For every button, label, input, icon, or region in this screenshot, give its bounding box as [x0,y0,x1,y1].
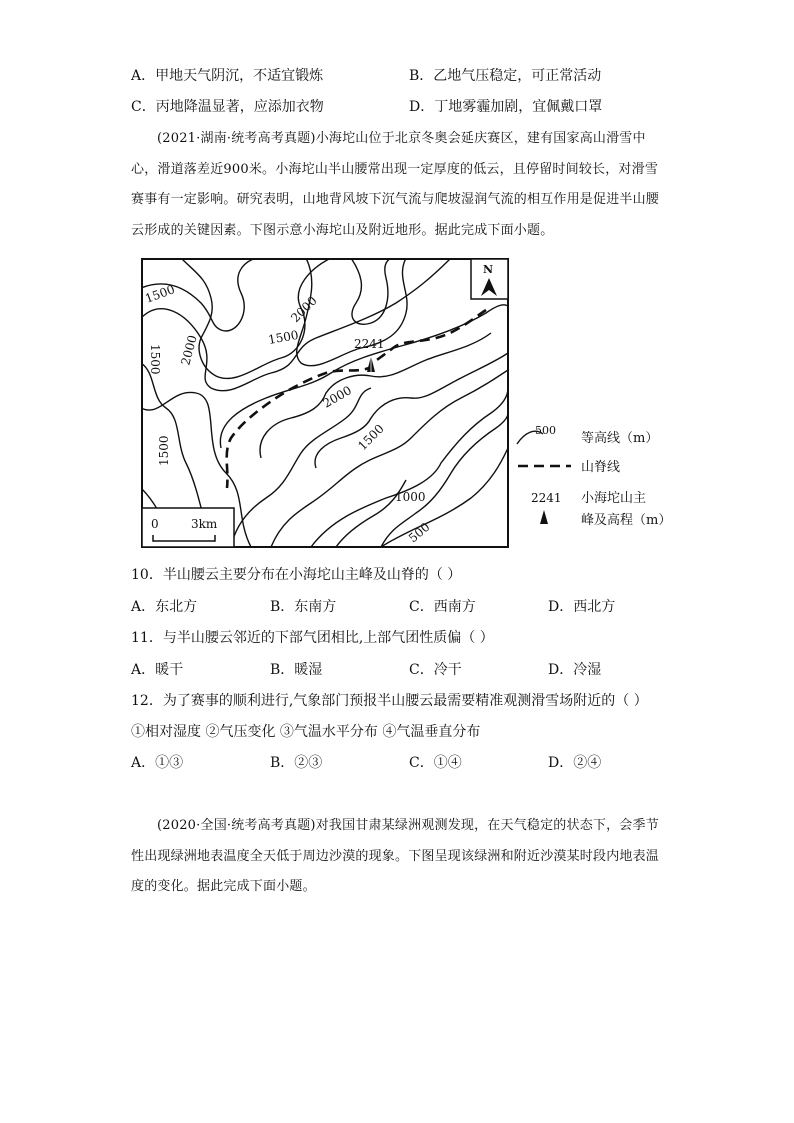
north-label: N [483,263,494,276]
passage-1-text: 小海坨山位于北京冬奥会延庆赛区，建有国家高山滑雪中心，滑道落差近900米。小海坨山半山腰常出现一定厚度的低云，且停留时间较长，对滑雪赛事有一定影响。研究表明，山地背风坡下沉气流与爬坡湿润气流的相互作用是促进半山腰云形成的关键因素。下图示意小海坨山及附近地形。据此完成下面小题。 [131,131,660,238]
q9-option-a: A．甲地天气阴沉，不适宜锻炼 [131,68,324,84]
question-12-option-b: B．②③ [270,755,323,771]
q9-option-c: C．丙地降温显著，应添加衣物 [131,99,324,115]
q9-option-b: B．乙地气压稳定，可正常活动 [409,68,602,84]
question-12-option-d: D．②④ [548,755,602,771]
north-arrow [471,259,508,299]
legend-peak-text-2: 峰及高程（m） [581,513,672,528]
contour-label: 1500 [355,421,387,454]
contour-label: 1500 [157,435,171,466]
question-12-option-a: A．①③ [131,755,184,771]
question-12-choices: ①相对湿度 ②气压变化 ③气温水平分布 ④气温垂直分布 [131,724,481,740]
legend-ridge-text: 山脊线 [581,460,621,475]
legend-contour-text: 等高线（m） [581,431,659,446]
legend-peak-value: 2241 [531,491,562,505]
question-10-option-d: D．西北方 [548,599,616,615]
legend-peak-triangle-icon [540,510,548,524]
question-11-stem: 11．与半山腰云邻近的下部气团相比,上部气团性质偏（ ） [131,630,494,646]
topographic-map-figure [141,258,689,550]
question-11-option-d: D．冷湿 [548,662,602,678]
map-legend [517,424,671,528]
passage-2-source: (2020·全国·统考高考真题) [157,818,316,833]
scale-distance-label: 3km [191,517,218,531]
contour-label: 2000 [320,383,354,411]
question-11-option-c: C．冷干 [409,662,462,678]
contour-label: 1000 [395,490,426,504]
legend-peak-text-1: 小海坨山主 [581,491,647,506]
contour-label: 1500 [148,344,162,375]
topographic-map-svg [141,258,689,550]
question-10-option-c: C．西南方 [409,599,476,615]
question-10-stem: 10．半山腰云主要分布在小海坨山主峰及山脊的（ ） [131,567,462,583]
question-12-option-c: C．①④ [409,755,462,771]
q9-option-d: D．丁地雾霾加剧，宜佩戴口罩 [409,99,603,115]
contour-label: 500 [405,519,433,546]
contour-label: 2000 [288,293,320,326]
passage-1 [131,124,661,246]
question-10-option-a: A．东北方 [131,599,198,615]
passage-1-source: (2021·湖南·统考高考真题) [157,131,316,146]
peak-elevation-label: 2241 [354,337,385,351]
passage-2 [131,811,661,903]
question-12-stem: 12．为了赛事的顺利进行,气象部门预报半山腰云最需要精准观测滑雪场附近的（ ） [131,693,648,709]
legend-contour-value: 500 [535,424,556,437]
question-11-option-b: B．暖湿 [270,662,323,678]
question-10-option-b: B．东南方 [270,599,337,615]
passage-2-text: 对我国甘肃某绿洲观测发现，在天气稳定的状态下，会季节性出现绿洲地表温度全天低于周边沙漠的现象。下图呈现该绿洲和附近沙漠某时段内地表温度的变化。据此完成下面小题。 [131,818,660,894]
scale-bar [142,508,234,547]
contour-label: 1500 [267,327,300,347]
scale-zero-label: 0 [151,517,159,531]
contour-label: 1500 [143,282,177,306]
question-11-option-a: A．暖干 [131,662,184,678]
contour-label: 2000 [178,333,200,367]
